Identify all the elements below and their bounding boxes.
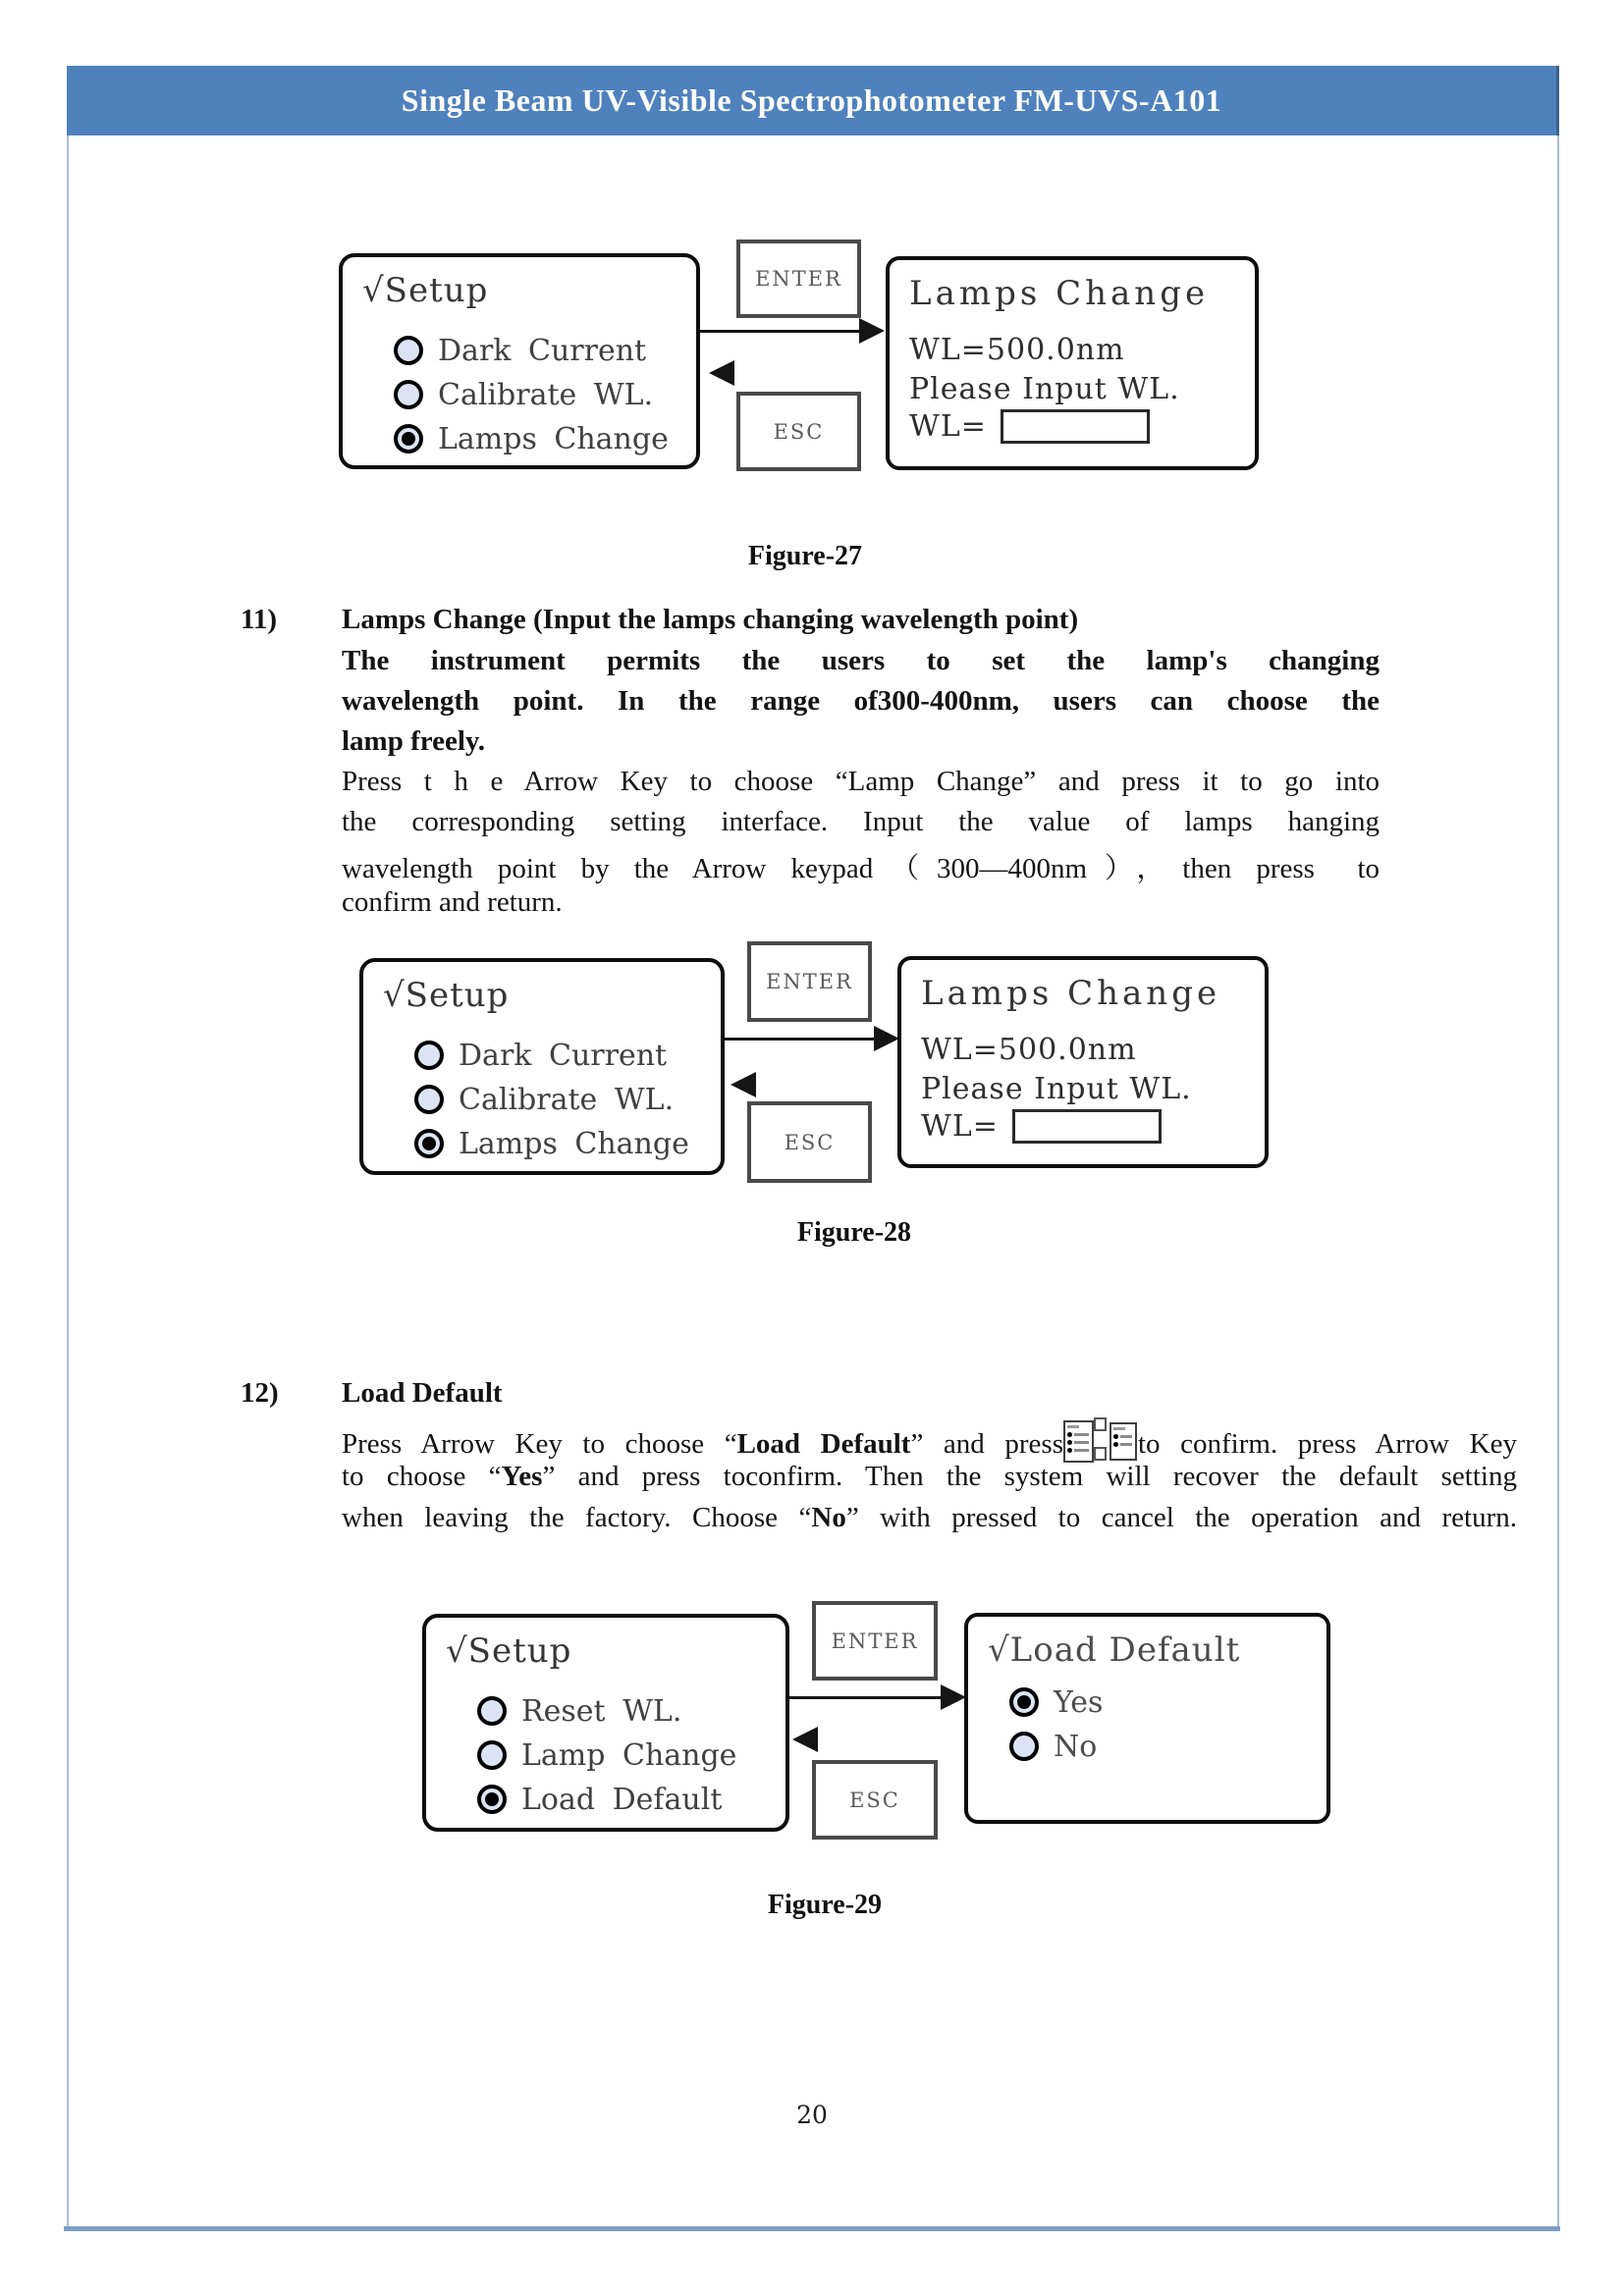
section-11-bold-line: The instrument permits the users to set the lamp's changing: [342, 645, 1380, 676]
mini-menu-row: [1074, 1433, 1089, 1436]
wl-value-line: WL=500.0nm: [921, 1033, 1137, 1067]
text-run: to confirm. press Arrow Key: [1138, 1428, 1517, 1460]
figure-28-caption: Figure-28: [796, 1217, 912, 1248]
mini-menu-row: [1074, 1441, 1089, 1444]
text-run-bold: Load Default: [736, 1428, 911, 1460]
option-yes: [1009, 1683, 1103, 1721]
arrow-right-icon: [941, 1684, 966, 1710]
load-default-title: √Load Default: [988, 1630, 1241, 1670]
menu-item-label: Lamp Change: [521, 1737, 737, 1773]
lamps-change-screen: [897, 956, 1269, 1168]
setup-menu: [477, 1692, 736, 1818]
arrow-left-icon: [792, 1727, 818, 1752]
text-run: ” and press: [910, 1428, 1063, 1460]
setup-screen-title: √Setup: [383, 976, 510, 1015]
page-header: [67, 66, 1559, 135]
section-11-body-line: wavelength point by the Arrow keypad（300—400nm），then press to: [342, 853, 1380, 884]
lamps-change-title: Lamps Change: [909, 274, 1210, 313]
mini-menu-diagram: [1063, 1417, 1138, 1465]
figure-27-caption: Figure-27: [747, 541, 863, 571]
text-run: to choose “: [342, 1461, 502, 1492]
page-number: 20: [796, 2101, 828, 2129]
mini-esc-key: [1094, 1447, 1107, 1461]
esc-key: [747, 1101, 872, 1183]
menu-item-label: Reset WL.: [521, 1693, 682, 1729]
section-11-body-line: Press t h e Arrow Key to choose “Lamp Change” and press it to go into: [342, 766, 1380, 797]
arrow-left-icon: [709, 360, 734, 386]
arrow-forward-line: [700, 330, 861, 333]
setup-screen-title: √Setup: [362, 271, 489, 310]
mini-title-bar: [1067, 1425, 1079, 1428]
figure-29-caption: Figure-29: [767, 1890, 883, 1920]
radio-selected-icon: [1009, 1687, 1039, 1717]
section-12-heading: Load Default: [342, 1377, 503, 1409]
menu-item-label: Dark Current: [459, 1038, 668, 1073]
setup-screen: [422, 1614, 789, 1832]
menu-item-label: Load Default: [521, 1782, 723, 1817]
setup-screen: [339, 253, 700, 469]
radio-unselected-icon: [394, 380, 423, 409]
wl-input-label: WL=: [921, 1109, 999, 1144]
menu-item-lamp-change: [477, 1736, 736, 1774]
menu-item-label: Calibrate WL.: [459, 1082, 675, 1117]
prompt-line: Please Input WL.: [921, 1072, 1192, 1106]
menu-item-label: Dark Current: [438, 333, 647, 368]
esc-key-label: ESC: [784, 1130, 836, 1154]
mini-result-screen: [1110, 1422, 1137, 1461]
menu-item-calibrate-wl: [414, 1081, 689, 1118]
prompt-line: Please Input WL.: [909, 372, 1180, 406]
section-11-bold-line: lamp freely.: [342, 725, 486, 757]
load-default-options: [1009, 1683, 1103, 1765]
menu-item-load-default: [477, 1781, 736, 1818]
radio-unselected-icon: [477, 1740, 507, 1770]
enter-key: [736, 240, 861, 318]
mini-enter-key: [1094, 1417, 1107, 1431]
list-number-11: 11): [241, 604, 278, 635]
lamps-change-title: Lamps Change: [921, 974, 1221, 1013]
mini-menu-row: [1120, 1435, 1132, 1438]
radio-unselected-icon: [477, 1696, 507, 1726]
section-11-heading: Lamps Change (Input the lamps changing wavelength point): [342, 604, 1079, 635]
arrow-right-icon: [874, 1026, 899, 1051]
esc-key-label: ESC: [849, 1788, 900, 1812]
menu-item-reset-wl: [477, 1692, 736, 1730]
menu-item-dark-current: [394, 332, 669, 369]
wl-input-row: [921, 1109, 1162, 1144]
option-label: No: [1054, 1729, 1098, 1764]
menu-item-dark-current: [414, 1037, 689, 1074]
lamps-change-screen: [886, 256, 1259, 470]
section-11-bold-line: wavelength point. In the range of300-400nm, users can choose the: [342, 685, 1380, 717]
enter-key-label: ENTER: [766, 970, 853, 993]
setup-menu: [414, 1037, 689, 1162]
mini-menu-row: [1074, 1449, 1089, 1452]
load-default-screen: [964, 1613, 1330, 1824]
text-run-bold: Yes: [501, 1461, 543, 1492]
menu-item-label: Lamps Change: [438, 421, 669, 456]
page-border-bottom: [64, 2226, 1560, 2231]
enter-key-label: ENTER: [831, 1629, 919, 1653]
esc-key-label: ESC: [773, 419, 825, 444]
setup-screen-title: √Setup: [446, 1631, 572, 1671]
menu-item-lamps-change: [394, 420, 669, 457]
enter-key: [747, 941, 872, 1022]
setup-screen: [359, 958, 725, 1175]
radio-unselected-icon: [394, 336, 423, 365]
text-run: ” and press toconfirm. Then the system will recover the default setting: [542, 1461, 1517, 1492]
section-12-line-2: [342, 1461, 1517, 1493]
section-12-line-1: [342, 1417, 1517, 1465]
text-run-bold: No: [811, 1502, 846, 1533]
arrow-forward-line: [789, 1696, 941, 1699]
enter-key: [812, 1601, 938, 1681]
setup-menu: [394, 332, 669, 457]
arrow-left-icon: [731, 1072, 756, 1097]
arrow-right-icon: [859, 318, 885, 344]
radio-selected-icon: [414, 1129, 444, 1158]
section-11-body-line: the corresponding setting interface. Input the value of lamps hanging: [342, 806, 1380, 837]
mini-title-bar: [1113, 1427, 1125, 1430]
wl-input-field: [1012, 1109, 1162, 1144]
page-title: Single Beam UV-Visible Spectrophotometer FM-UVS-A101: [401, 82, 1222, 118]
page-border-left: [67, 135, 69, 2228]
mini-menu-row: [1120, 1443, 1132, 1446]
esc-key: [736, 392, 861, 471]
radio-unselected-icon: [414, 1041, 444, 1070]
list-number-12: 12): [241, 1377, 279, 1409]
enter-key-label: ENTER: [755, 267, 842, 291]
text-run: when leaving the factory. Choose “: [342, 1502, 812, 1533]
menu-item-calibrate-wl: [394, 376, 669, 413]
radio-unselected-icon: [1009, 1732, 1039, 1761]
page-border-right: [1557, 135, 1559, 2228]
wl-value-line: WL=500.0nm: [909, 333, 1125, 367]
menu-item-label: Lamps Change: [459, 1126, 689, 1161]
wl-input-label: WL=: [909, 409, 987, 444]
text-run: ” with pressed to cancel the operation and return.: [845, 1502, 1517, 1533]
menu-item-label: Calibrate WL.: [438, 377, 654, 412]
text-run: Press Arrow Key to choose “: [342, 1428, 737, 1460]
option-label: Yes: [1054, 1684, 1104, 1720]
radio-selected-icon: [394, 424, 423, 454]
radio-selected-icon: [477, 1785, 507, 1814]
arrow-forward-line: [725, 1038, 874, 1041]
radio-unselected-icon: [414, 1085, 444, 1114]
mini-setup-screen: [1063, 1420, 1094, 1463]
option-no: [1009, 1728, 1103, 1765]
wl-input-row: [909, 409, 1150, 444]
esc-key: [812, 1760, 938, 1840]
menu-item-lamps-change: [414, 1125, 689, 1162]
wl-input-field: [1001, 409, 1150, 444]
section-12-line-3: [342, 1502, 1517, 1534]
section-11-body-line: confirm and return.: [342, 886, 563, 918]
